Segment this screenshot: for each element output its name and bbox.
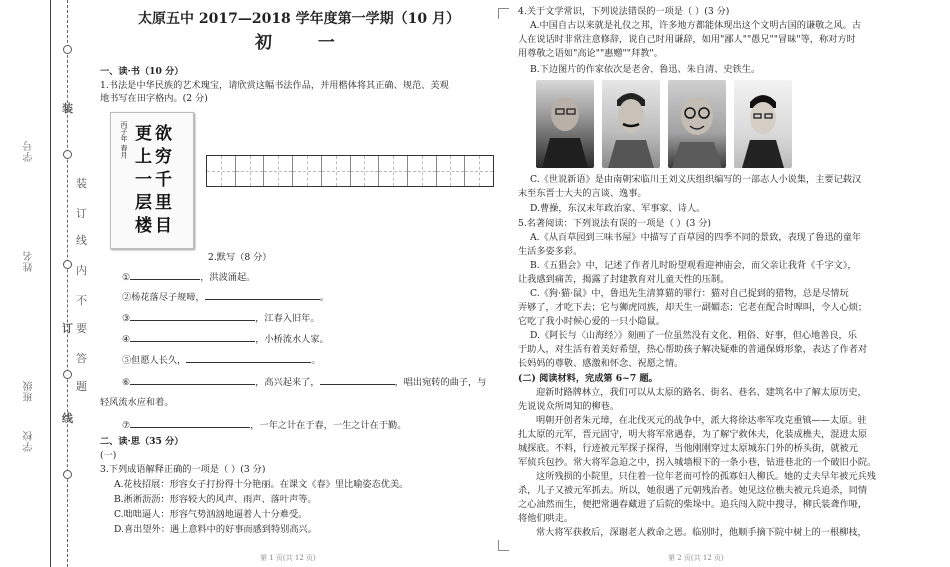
passage-text: 杀，儿子又被元军抓去。所以，她很遇了元朝残治者。她见这位樵夫被元兵追杀，同情 [518,485,868,496]
option-c: C.《狗·猫·鼠》中，鲁迅先生清算猫的罪行：猫对自己捉到的猎物，总是尽情玩 [530,288,849,299]
option-d: D.《阿长与〈山海经〉》刻画了一位虽然没有文化、粗俗、好事，但心地善良，乐 [530,330,857,341]
question-text: 地书写在田字格内。(2 分) [100,93,208,104]
option-a-cont: 用尊敬之语如"高论""惠赠""拜教"。 [518,48,663,59]
author-photo-luxun [602,80,660,168]
punch-hole [63,45,72,54]
option-c: C.《世说新语》是由南朝宋临川王刘义庆组织编写的一部志人小说集，主要记载汉 [530,174,862,185]
page-footer: 第 1 页(共 12 页) [260,554,316,562]
question-text: 1.书法是中华民族的艺术瑰宝，请欣赏这幅书法作品，并用楷体将其正确、规范、美观 [100,80,449,91]
answer-blank[interactable] [186,353,311,363]
answer-blank[interactable] [130,270,200,280]
binding-line [50,0,51,567]
option-c: C.咄咄逼人：形容气势汹汹地逼着人十分难受。 [114,509,308,520]
tianzige-grid[interactable] [206,155,494,187]
passage-text: 明朝开创者朱元璋，在北伐灭元的战争中，派大将徐达率军攻克重镇——太原。驻 [536,415,867,426]
side-mark: 线 [62,412,73,425]
grade-subtitle: 初 一 [255,33,355,53]
binding-mark: 内 [76,264,87,277]
binding-mark: 要 [76,322,87,335]
question-text: 5.名著阅读：下列说法有误的一项是（ ）(3 分) [518,218,711,229]
answer-blank[interactable] [320,375,395,385]
calligraphy-image: 欲 穷 千 里 目 更 上 一 层 楼 丙子年 春月 [110,112,194,249]
question-text: 2.默写（8 分） [208,252,272,263]
binding-mark: 订 [76,207,87,220]
side-mark: 订 [62,322,73,335]
reading-heading: (二) 阅读材料，完成第 6~7 题。 [518,373,658,384]
binding-mark: 线 [76,234,87,247]
binding-mark: 不 [76,294,87,307]
answer-blank[interactable] [205,290,320,300]
option-b: B.下边图片的作家依次是老舍、鲁迅、朱自清、史铁生。 [530,64,761,75]
passage-text: 之心油然而生，便把常遇春藏进了后院的柴垛中。追兵闯入院中搜寻，柳氏装聋作哑， [518,499,868,510]
answer-blank[interactable] [130,311,255,321]
passage-text: 扎太原的元军，晋元固守，明大将军常遇春，为了解宁救休夫，化装成樵夫，混进太原 [518,429,868,440]
option-a: A.花枝招展：形容女子打扮得十分艳丽。在课文《春》里比喻姿态优美。 [114,479,409,490]
punch-hole [63,370,72,379]
passage-text: 这所残损的小院里，只住着一位年老而可怜的孤寡妇人柳氏。她的丈夫早年被元兵残 [536,471,876,482]
cut-line [67,0,68,567]
punch-hole [63,470,72,479]
option-b-cont: 让我感到痛苦，揭露了封建教育对儿童天性的压制。 [518,274,730,285]
option-c-cont: 它吃了我小时候心爱的一只小隐鼠。 [518,316,665,327]
option-b: B.《五猖会》中，记述了作者儿时盼望观看迎神庙会，而父亲让我背《千字文》， [530,260,857,271]
passage-text: 迎新时路牌林立，我们可以从太原的路名、街名、巷名、建筑名中了解太原历史， [536,387,867,398]
punch-hole [63,150,72,159]
option-a-cont: 人在说话时非常注意修辞，说自己时用谦辞，如用"鄙人""愚兄""冒昧"等，称对方时 [518,34,856,45]
option-a: A.《从百草园到三味书屋》中描写了百草园的四季不同的景致，表现了鲁迅的童年 [530,232,862,243]
option-d: D.喜出望外：遇上意料中的好事而感到特别高兴。 [114,524,317,535]
dictation-line-6: ⑥ ，高兴起来了， ，唱出宛转的曲子，与 [122,377,487,388]
dictation-line-1: ① ，洪波涌起。 [122,272,256,283]
section-heading: 一、读·书（10 分） [100,66,184,77]
passage-text: 城探底。不料，行迹被元军探子探得，当他刚刚穿过太原城东门外的桥头街，就被元 [518,443,858,454]
binding-mark: 答 [76,352,87,365]
dictation-line-3: ③ ，江春入旧年。 [122,313,320,324]
passage-text: 先说说众所周知的柳巷。 [518,401,620,412]
page-1 [100,0,490,567]
passage-text: 常大将军获救后，深谢老人救命之恩。临别时，他顺手摘下院中树上的一根柳枝， [536,527,867,538]
subsection-heading: (一) [100,450,117,461]
option-d: D.曹操，东汉末年政治家、军事家、诗人。 [530,203,706,214]
side-mark: 装 [62,102,73,115]
option-a: A.中国自古以来就是礼仪之邦，许多地方都能体现出这个文明古国的谦敬之风。古 [530,20,862,31]
dictation-line-7: ⑦ ，一年之计在于春，一生之计在于勤。 [122,420,407,431]
punch-hole [63,260,72,269]
answer-blank[interactable] [130,332,255,342]
dictation-line-4: ④ ，小桥流水人家。 [122,334,329,345]
page-2 [518,0,890,567]
option-c-cont: 末至东晋士大夫的言谈、逸事。 [518,188,647,199]
name-label: 姓名 [24,250,35,272]
author-photo-laoshe [536,80,594,168]
class-label: 班级 [24,380,35,402]
student-id-label: 学号 [24,140,35,162]
answer-blank[interactable] [130,418,250,428]
dictation-line-6-cont: 轻风流水应和着。 [100,397,174,408]
passage-text: 军侦兵包抄。常大将军急迫之中，拐入城墙根下的一条小巷，钻进巷北的一个破旧小院。 [518,457,877,468]
option-d-cont: 长妈妈的尊敬、感激和怀念、祝愿之情。 [518,358,684,369]
option-c-cont: 弄够了，才吃下去；它与狮虎同族，却天生一副媚态；它老在配合时嗥叫，令人心烦； [518,302,868,313]
dictation-line-5: ⑤但愿人长久， 。 [122,355,321,366]
corner-mark [498,540,509,551]
section-heading: 二、读·思（35 分） [100,436,184,447]
author-photo-shitiesheng [734,80,792,168]
dictation-line-2: ②杨花落尽子规啼， 。 [122,292,329,303]
corner-mark [498,8,509,19]
school-label: 学校 [24,430,35,452]
exam-title: 太原五中 2017—2018 学年度第一学期（10 月） [138,11,461,27]
option-a-cont: 生活多姿多彩。 [518,246,583,257]
passage-text: 将他们哄走。 [518,513,574,524]
answer-blank[interactable] [130,375,255,385]
option-b: B.淅淅沥沥：形容较大的风声、雨声、落叶声等。 [114,494,317,505]
seal-margin [0,0,100,567]
binding-mark: 装 [76,177,87,190]
question-text: 3.下列成语解释正确的一项是（ ）(3 分) [100,464,266,475]
binding-mark: 题 [76,380,87,393]
question-text: 4.关于文学常识，下列说法错误的一项是（ ）(3 分) [518,6,730,17]
author-photo-zhuziqing [668,80,726,168]
page-footer: 第 2 页(共 12 页) [668,554,724,562]
option-d-cont: 于助人，对生活有着美好希望，热心帮助孩子解决疑难的普通保姆形象，表达了作者对 [518,344,868,355]
